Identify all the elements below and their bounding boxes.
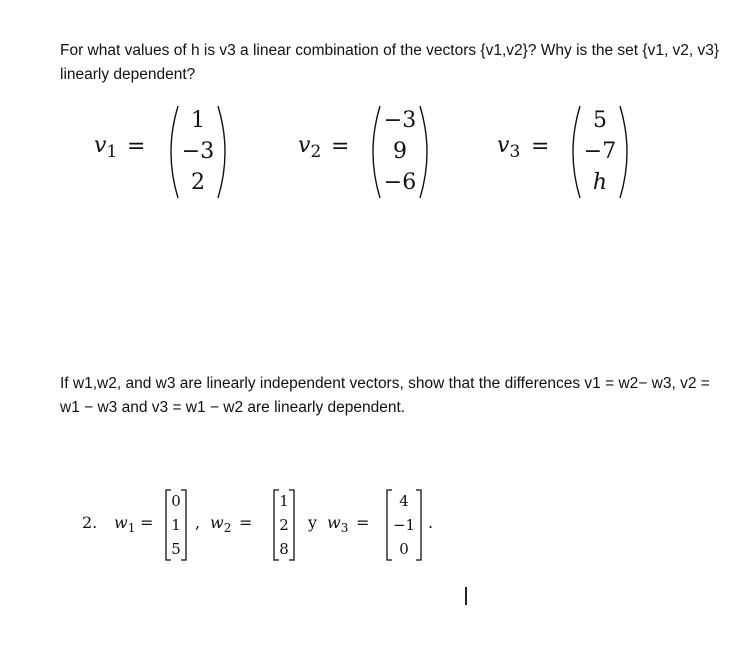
v1-vector	[166, 92, 230, 212]
question-1-text: For what values of h is v3 a linear combination of the vectors {v1,v2}? Why is the set {v1, v2, v3} linearly dependent?	[60, 42, 720, 83]
v2-entry-2: 9	[393, 139, 407, 164]
v2-label	[298, 133, 321, 162]
w1-entry-3: 5	[171, 540, 181, 558]
w3-var: w	[327, 513, 341, 532]
w1-label	[114, 513, 135, 535]
w1-entry-2: 1	[171, 516, 181, 534]
v2-equals: =	[331, 134, 350, 159]
v1-entry-2: −3	[181, 139, 215, 164]
v3-entry-3: h	[592, 170, 608, 195]
w2-label	[210, 513, 231, 535]
w2-entry-1: 1	[279, 492, 289, 510]
v1-sub: 1	[106, 142, 118, 162]
question-2-text: If w1,w2, and w3 are linearly independent vectors, show that the differences v1 = w2− w3, v2 = w1 − w3 and v3 = w1 − w2 are linearly dependent.	[60, 375, 710, 416]
v1-entry-1: 1	[191, 108, 205, 133]
v3-sub: 3	[509, 142, 521, 162]
w3-vector	[384, 488, 424, 562]
v1-label	[94, 133, 117, 162]
w3-equals: =	[356, 513, 370, 532]
v2-sub: 2	[310, 142, 322, 162]
v3-vector	[568, 92, 632, 212]
w2-var: w	[210, 513, 224, 532]
text-cursor	[465, 587, 467, 605]
v2-entry-1: −3	[383, 108, 417, 133]
v2-var: v	[298, 133, 311, 158]
v1-var: v	[94, 133, 107, 158]
w3-entry-3: 0	[399, 540, 409, 558]
period: .	[428, 513, 434, 532]
w2-entry-3: 8	[279, 540, 289, 558]
w1-entry-1: 0	[171, 492, 181, 510]
v2-vector	[368, 92, 432, 212]
v1-equals: =	[127, 134, 146, 159]
v1-entry-3: 2	[191, 170, 205, 195]
w2-equals: =	[239, 513, 253, 532]
w1-var: w	[114, 513, 128, 532]
w2-entry-2: 2	[279, 516, 289, 534]
v3-equals: =	[531, 134, 550, 159]
v2-entry-3: −6	[383, 170, 417, 195]
v3-entry-2: −7	[583, 139, 617, 164]
w1-sub: 1	[127, 521, 136, 535]
w3-entry-1: 4	[399, 492, 409, 510]
w1-vector	[163, 488, 189, 562]
w3-sub: 3	[340, 521, 349, 535]
w2-sub: 2	[223, 521, 232, 535]
w1-equals: =	[140, 513, 154, 532]
v3-var: v	[497, 133, 510, 158]
conjunction: y	[308, 513, 318, 532]
v3-entry-1: 5	[593, 108, 607, 133]
problem-number: 2.	[82, 513, 98, 532]
comma: ,	[195, 513, 201, 532]
w2-vector	[271, 488, 297, 562]
w3-entry-2: −1	[392, 516, 416, 534]
v3-label	[497, 133, 520, 162]
w3-label	[327, 513, 348, 535]
